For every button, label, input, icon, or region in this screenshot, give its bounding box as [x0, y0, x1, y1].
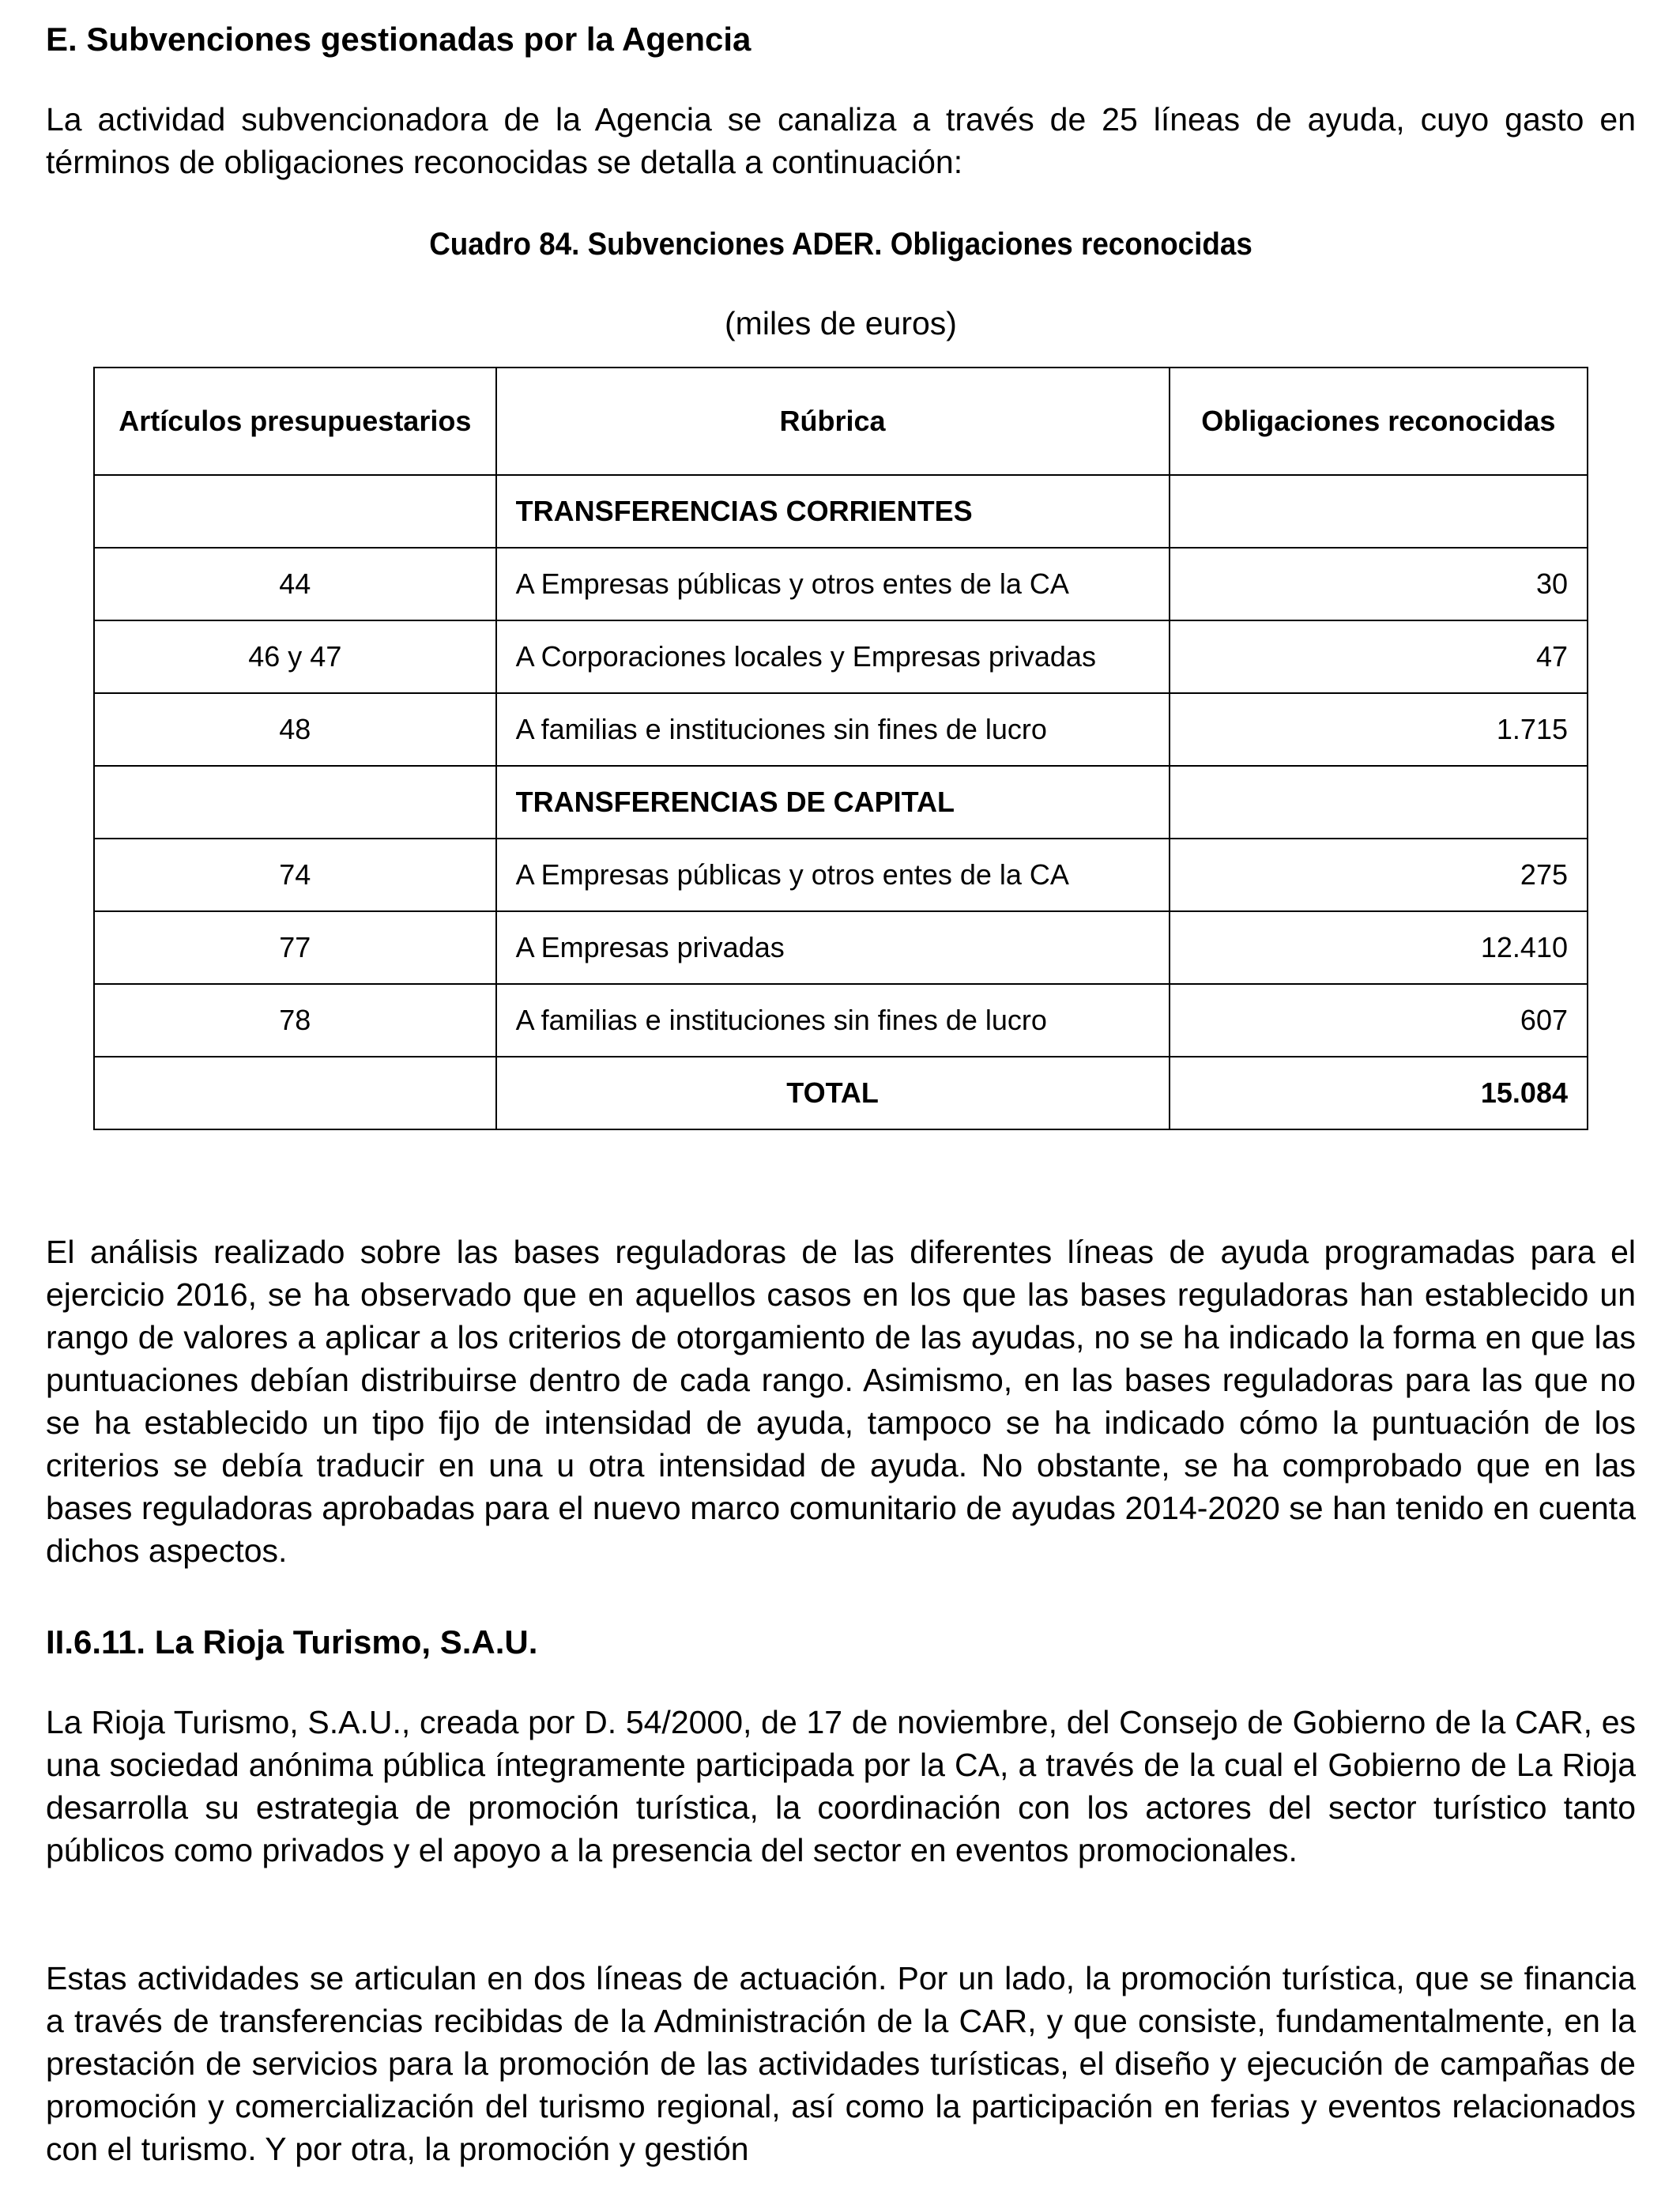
section-e-intro: La actividad subvencionadora de la Agencia se canaliza a través de 25 líneas de ayuda, cuyo gasto en términos de obligaciones reconocidas se detalla a continuación:	[46, 101, 1636, 180]
cell-rubrica: A Empresas públicas y otros entes de la CA	[496, 548, 1170, 620]
cell-total-label: TOTAL	[496, 1057, 1170, 1129]
table-caption: Cuadro 84. Subvenciones ADER. Obligaciones reconocidas	[429, 227, 1252, 262]
cell-articulo: 77	[94, 911, 496, 984]
turismo-paragraph-2: Estas actividades se articulan en dos líneas de actuación. Por un lado, la promoción turística, que se financia a través de transferencias recibidas de la Administración de la CAR, y que consiste, fundamentalmente, en la prestación de servicios para la promoción de las actividades turísticas, el diseño y ejecución de campañas de promoción y comercialización del turismo regional, así como la participación en ferias y eventos relacionados con el turismo. Y por otra, la promoción y gestión	[46, 1960, 1636, 2167]
cell-amount	[1170, 766, 1588, 839]
cell-amount: 275	[1170, 839, 1588, 911]
cell-amount: 607	[1170, 984, 1588, 1057]
turismo-paragraph-1: La Rioja Turismo, S.A.U., creada por D. 54/2000, de 17 de noviembre, del Consejo de Gobierno de la CAR, es una sociedad anónima pública íntegramente participada por la CA, a través de la cual el Gobierno de La Rioja desarrolla su estrategia de promoción turística, la coordinación con los actores del sector turístico tanto públicos como privados y el apoyo a la presencia del sector en eventos promocionales.	[46, 1704, 1636, 1868]
cell-articulo	[94, 1057, 496, 1129]
cell-rubrica: A Empresas privadas	[496, 911, 1170, 984]
cell-amount	[1170, 475, 1588, 548]
table-row	[94, 620, 1588, 693]
cell-rubrica: TRANSFERENCIAS CORRIENTES	[496, 475, 1170, 548]
cell-articulo: 48	[94, 693, 496, 766]
section-e-heading: E. Subvenciones gestionadas por la Agencia	[46, 21, 751, 58]
cell-articulo: 44	[94, 548, 496, 620]
cell-articulo: 46 y 47	[94, 620, 496, 693]
table-row	[94, 839, 1588, 911]
cell-rubrica: A familias e instituciones sin fines de lucro	[496, 984, 1170, 1057]
cell-articulo	[94, 475, 496, 548]
table-row	[94, 693, 1588, 766]
cell-amount: 1.715	[1170, 693, 1588, 766]
cell-rubrica: A Corporaciones locales y Empresas privadas	[496, 620, 1170, 693]
cell-amount: 12.410	[1170, 911, 1588, 984]
table-units: (miles de euros)	[725, 305, 957, 341]
header-rubrica: Rúbrica	[496, 368, 1170, 475]
table-row	[94, 911, 1588, 984]
cell-amount: 47	[1170, 620, 1588, 693]
table-row	[94, 548, 1588, 620]
table-total-row	[94, 1057, 1588, 1129]
table-row	[94, 984, 1588, 1057]
cell-rubrica: TRANSFERENCIAS DE CAPITAL	[496, 766, 1170, 839]
table-row	[94, 766, 1588, 839]
subvenciones-table	[93, 367, 1588, 1130]
header-obligaciones: Obligaciones reconocidas	[1170, 368, 1588, 475]
section-ii611-heading: II.6.11. La Rioja Turismo, S.A.U.	[46, 1623, 538, 1661]
header-articulos: Artículos presupuestarios	[94, 368, 496, 475]
cell-rubrica: A Empresas públicas y otros entes de la CA	[496, 839, 1170, 911]
table-row	[94, 475, 1588, 548]
table-header-row	[94, 368, 1588, 475]
cell-rubrica: A familias e instituciones sin fines de lucro	[496, 693, 1170, 766]
cell-articulo	[94, 766, 496, 839]
cell-articulo: 74	[94, 839, 496, 911]
cell-total-amount: 15.084	[1170, 1057, 1588, 1129]
cell-articulo: 78	[94, 984, 496, 1057]
analysis-paragraph: El análisis realizado sobre las bases reguladoras de las diferentes líneas de ayuda programadas para el ejercicio 2016, se ha observado que en aquellos casos en los que las bases reguladoras han establecido un rango de valores a aplicar a los criterios de otorgamiento de las ayudas, no se ha indicado la forma en que las puntuaciones debían distribuirse dentro de cada rango. Asimismo, en las bases reguladoras para las que no se ha establecido un tipo fijo de intensidad de ayuda, tampoco se ha indicado cómo la puntuación de los criterios se debía traducir en una u otra intensidad de ayuda. No obstante, se ha comprobado que en las bases reguladoras aprobadas para el nuevo marco comunitario de ayudas 2014-2020 se han tenido en cuenta dichos aspectos.	[46, 1234, 1636, 1569]
cell-amount: 30	[1170, 548, 1588, 620]
